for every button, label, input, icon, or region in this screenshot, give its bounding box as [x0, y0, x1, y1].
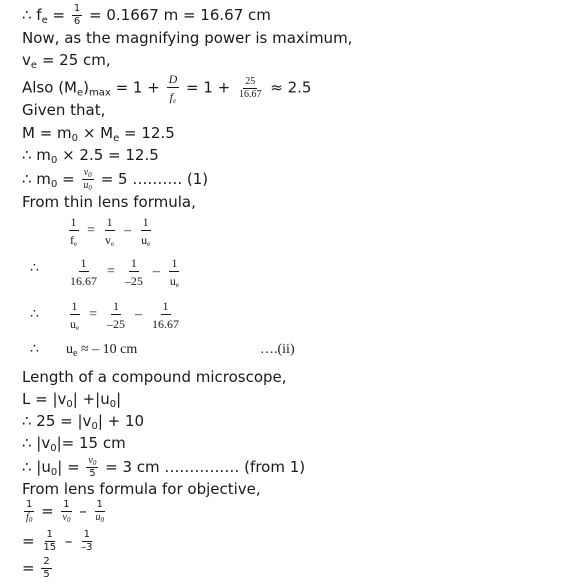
subscript: e	[113, 133, 120, 144]
minus-sign: –	[152, 264, 160, 280]
objective-heading: From lens formula for objective,	[22, 480, 261, 498]
given-line: Given that,	[22, 101, 106, 119]
fraction	[24, 500, 34, 523]
numerator-symbol: v	[83, 167, 89, 178]
subscript: e	[74, 240, 78, 248]
denominator: –25	[107, 317, 126, 331]
denominator: 16.67	[70, 274, 97, 288]
text: Also (M	[22, 78, 77, 97]
text: × M	[78, 124, 114, 142]
denominator-symbol: u	[95, 512, 101, 523]
subscript: e	[76, 324, 80, 332]
subscript: 0	[66, 516, 71, 524]
fraction	[68, 300, 81, 330]
focal-length-eyepiece-line	[22, 4, 271, 27]
text: |= 15 cm	[56, 434, 126, 452]
denominator-symbol: f	[26, 512, 29, 523]
therefore-symbol: ∴	[30, 261, 39, 276]
fraction	[237, 77, 264, 100]
denominator: 5	[43, 569, 50, 580]
subscript: 0	[66, 399, 73, 410]
subscript: 0	[88, 184, 92, 192]
denominator	[168, 272, 181, 287]
subscript: 0	[50, 443, 57, 454]
equals-sign: =	[89, 307, 98, 323]
denominator	[81, 180, 94, 191]
numerator: 1	[71, 299, 78, 313]
numerator: 2	[43, 556, 50, 567]
fraction	[41, 557, 51, 580]
denominator: 16.67	[239, 88, 262, 100]
text: ≈ 2.5	[265, 78, 312, 97]
objective-substitution-line	[22, 530, 97, 553]
equals-sign: =	[22, 532, 40, 550]
text: | =	[57, 458, 85, 476]
denominator: 5	[89, 468, 96, 479]
text: ∴ f	[22, 6, 42, 24]
numerator: 1	[113, 299, 120, 313]
objective-result-line	[22, 557, 54, 580]
text: ≈ – 10 cm	[77, 342, 138, 357]
subscript: 0	[50, 179, 58, 190]
subscript: 0	[50, 467, 58, 478]
denominator-symbol: f	[70, 233, 74, 247]
fraction	[60, 500, 72, 523]
text: u	[66, 342, 73, 357]
subscript: e	[111, 240, 115, 248]
numerator: 1	[96, 499, 103, 510]
text: )	[83, 78, 89, 97]
numerator: 1	[142, 215, 149, 229]
length-substitution-line	[22, 412, 144, 430]
numerator: 1	[162, 299, 169, 313]
denominator	[139, 231, 152, 246]
me-max-line	[22, 73, 311, 103]
ue-result-line	[66, 341, 137, 359]
fraction	[86, 456, 98, 479]
minus-sign: –	[135, 307, 143, 323]
text: × 2.5 = 12.5	[57, 146, 159, 164]
substitution-line	[66, 257, 183, 287]
m0-product-line	[22, 146, 159, 164]
numerator: 25	[245, 75, 256, 87]
microscope-length-heading: Length of a compound microscope,	[22, 368, 287, 386]
denominator-symbol: u	[169, 274, 176, 288]
denominator	[168, 88, 178, 103]
equals-sign: =	[107, 264, 115, 280]
denominator-symbol: u	[141, 233, 148, 247]
numerator: 1	[83, 529, 90, 540]
denominator	[68, 315, 81, 330]
minus-sign: –	[74, 502, 92, 520]
numerator: 1	[70, 215, 77, 229]
text: | +|u	[72, 390, 110, 408]
subscript: e	[73, 348, 78, 359]
fraction	[79, 530, 94, 553]
denominator-symbol: v	[62, 512, 67, 523]
equals-sign: =	[36, 502, 59, 520]
equals-sign: =	[22, 559, 40, 577]
text: ∴ m	[22, 170, 51, 188]
text: = 25 cm,	[37, 51, 111, 69]
text: = 5 ………. (1)	[95, 170, 209, 188]
subscript: e	[173, 97, 177, 105]
fraction	[139, 216, 152, 246]
denominator: –25	[124, 274, 143, 288]
subscript: e	[147, 240, 151, 248]
numerator: 1	[26, 499, 33, 510]
fraction	[68, 216, 79, 246]
text: ∴ |v	[22, 434, 51, 452]
subscript: e	[41, 15, 48, 26]
text: ∴ m	[22, 146, 51, 164]
denominator: 6	[73, 16, 81, 27]
denominator	[24, 512, 34, 523]
numerator	[86, 456, 98, 468]
fraction	[93, 500, 106, 523]
minus-sign: –	[124, 223, 132, 239]
u0-result-line	[22, 456, 305, 479]
thin-lens-formula	[66, 216, 154, 246]
denominator	[60, 512, 72, 523]
subscript: 0	[88, 171, 92, 179]
subscript: 0	[50, 155, 58, 166]
denominator: 15	[43, 542, 57, 553]
length-formula-line	[22, 390, 121, 408]
denominator-symbol: u	[83, 180, 89, 191]
equals-sign: =	[87, 223, 96, 239]
rearranged-line	[66, 300, 183, 330]
denominator: 16.67	[152, 317, 180, 331]
text: = 0.1667 m = 16.67 cm	[84, 6, 271, 24]
fraction	[167, 73, 180, 103]
text: = 1 +	[110, 78, 165, 97]
ve-line	[22, 51, 111, 69]
numerator: 1	[46, 529, 53, 540]
numerator: 1	[130, 256, 137, 270]
fraction	[150, 300, 181, 330]
denominator: –3	[81, 542, 93, 553]
text: L = |v	[22, 390, 67, 408]
text: = 3 cm …………… (from 1)	[100, 458, 306, 476]
fraction	[168, 257, 181, 287]
text: = 1 +	[181, 78, 235, 97]
fraction	[68, 257, 99, 287]
subscript: max	[89, 87, 111, 99]
m0-ratio-line	[22, 168, 208, 191]
text: = 12.5	[119, 124, 175, 142]
subscript: e	[30, 60, 38, 71]
denominator-symbol: v	[105, 233, 112, 247]
text: =	[57, 170, 80, 188]
numerator: 1	[171, 256, 178, 270]
fraction	[72, 4, 82, 27]
text: ∴ 25 = |v	[22, 412, 92, 430]
denominator	[68, 231, 79, 246]
objective-lens-formula	[22, 500, 108, 523]
fraction	[81, 168, 94, 191]
subscript: e	[76, 87, 84, 99]
numerator: 1	[73, 3, 81, 14]
subscript: 0	[28, 516, 33, 524]
minus-sign: –	[60, 532, 78, 550]
subscript: 0	[100, 516, 104, 524]
numerator: 1	[63, 499, 70, 510]
denominator-symbol: u	[70, 317, 76, 331]
subscript: 0	[71, 133, 79, 144]
text: | + 10	[97, 412, 145, 430]
numerator: D	[168, 72, 178, 86]
total-magnification-line	[22, 124, 175, 142]
numerator-symbol: v	[88, 455, 93, 466]
fraction	[103, 216, 116, 246]
subscript: 0	[109, 399, 117, 410]
text: v	[22, 51, 31, 69]
numerator: 1	[80, 256, 87, 270]
text: M = m	[22, 124, 72, 142]
text: |	[116, 390, 122, 408]
numerator	[82, 168, 94, 180]
denominator	[93, 512, 106, 523]
equation-tag: ….(ii)	[260, 342, 295, 357]
subscript: 0	[92, 459, 97, 467]
denominator-symbol: f	[169, 90, 174, 104]
thin-lens-heading: From thin lens formula,	[22, 193, 196, 211]
denominator	[103, 231, 116, 246]
v0-result-line	[22, 434, 126, 452]
subscript: e	[175, 281, 180, 289]
subscript: 0	[91, 421, 98, 432]
fraction	[123, 257, 145, 287]
magnifying-power-line: Now, as the magnifying power is maximum,	[22, 29, 353, 47]
text: =	[47, 6, 70, 24]
text: ∴ |u	[22, 458, 51, 476]
therefore-symbol: ∴	[30, 342, 39, 357]
fraction	[105, 300, 127, 330]
fraction	[41, 530, 58, 553]
numerator: 1	[106, 215, 113, 229]
therefore-symbol: ∴	[30, 307, 39, 322]
